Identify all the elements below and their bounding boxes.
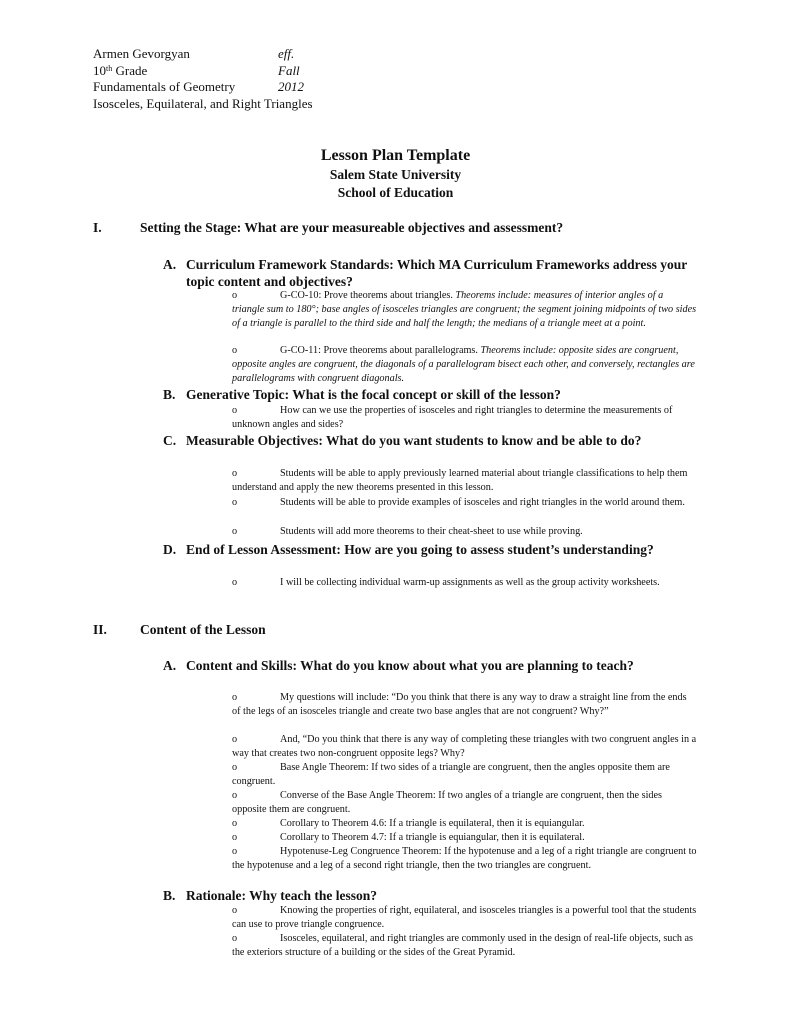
course-name: Fundamentals of Geometry <box>93 79 236 94</box>
section-title: Setting the Stage: What are your measureable objectives and assessment? <box>140 220 564 235</box>
list-item <box>232 831 697 845</box>
bullet-marker: o <box>232 692 238 703</box>
subsection-letter: C. <box>163 433 177 448</box>
effective-date: eff. Fall 2012 <box>278 46 304 94</box>
standard-detail-text: Theorems include: opposite sides are congruent, opposite angles are congruent, the diagonals of a parallelogram bisect each other, and conversely, rectangles are parallelograms with congruent diagonals. <box>232 345 695 384</box>
subsection-2b-heading <box>163 887 703 904</box>
bullet-marker: o <box>232 526 238 537</box>
list-item-text: Converse of the Base Angle Theorem: If two angles of a triangle are congruent, then the sides opposite them are congruent. <box>232 790 663 815</box>
list-item-text: Base Angle Theorem: If two sides of a triangle are congruent, then the angles opposite them are congruent. <box>232 762 670 787</box>
list-item-text: Students will be able to apply previously learned material about triangle classifications to help them understand and apply the new theorems presented in this lesson. <box>232 468 688 493</box>
subsection-letter: D. <box>163 542 177 557</box>
list-item-text: Students will be able to provide examples of isosceles and right triangles in the world around them. <box>280 497 685 508</box>
subsection-1a-heading <box>163 256 703 290</box>
title-block <box>0 146 791 201</box>
list-item <box>232 576 697 590</box>
bullet-marker: o <box>232 933 238 944</box>
lesson-topic: Isosceles, Equilateral, and Right Triangles <box>93 95 313 111</box>
bullet-marker: o <box>232 577 238 588</box>
list-item <box>232 344 697 386</box>
subsection-title: End of Lesson Assessment: How are you going to assess student’s understanding? <box>186 542 654 557</box>
list-item <box>232 691 697 719</box>
standard-code-text: G-CO-11: Prove theorems about parallelograms. <box>280 345 481 356</box>
list-item <box>232 496 697 510</box>
subsection-letter: A. <box>163 658 177 673</box>
bullet-marker: o <box>232 345 238 356</box>
bullet-marker: o <box>232 818 238 829</box>
school-name: School of Education <box>337 184 454 200</box>
subsection-1b-heading <box>163 386 703 403</box>
bullet-marker: o <box>232 790 238 801</box>
university-name: Salem State University <box>329 167 462 182</box>
subsection-title: Rationale: Why teach the lesson? <box>186 888 377 903</box>
document-header <box>93 46 313 112</box>
subsection-1c-heading <box>163 432 703 449</box>
subsection-title: Curriculum Framework Standards: Which MA Curriculum Frameworks address your topic content and objectives? <box>186 257 687 289</box>
bullet-marker: o <box>232 846 238 857</box>
list-item <box>232 467 697 495</box>
bullet-marker: o <box>232 290 238 301</box>
grade-word: Grade <box>112 62 148 78</box>
grade-number: 10 <box>93 62 106 78</box>
list-item-text: Knowing the properties of right, equilateral, and isosceles triangles is a powerful tool that the students can use to prove triangle congruence. <box>232 905 697 930</box>
list-item <box>232 525 697 539</box>
grade-suffix: th <box>106 63 113 73</box>
bullet-marker: o <box>232 405 238 416</box>
subsection-letter: B. <box>163 888 176 903</box>
list-item <box>232 845 697 873</box>
list-item <box>232 289 697 331</box>
section-title: Content of the Lesson <box>140 622 266 637</box>
section-number: I. <box>93 220 102 235</box>
list-item-text: Corollary to Theorem 4.6: If a triangle is equilateral, then it is equiangular. <box>280 818 585 829</box>
list-item <box>232 733 697 761</box>
standard-code-text: G-CO-10: Prove theorems about triangles. <box>280 290 456 301</box>
author-name: Armen Gevorgyan <box>93 46 190 61</box>
subsection-letter: B. <box>163 387 176 402</box>
section-number: II. <box>93 622 107 637</box>
bullet-marker: o <box>232 832 238 843</box>
list-item-text: Isosceles, equilateral, and right triangles are commonly used in the design of real-life objects, such as the exteriors structure of a building or the sides of the Great Pyramid. <box>232 933 694 958</box>
subsection-2a-heading <box>163 657 703 674</box>
subsection-1d-heading <box>163 541 703 558</box>
list-item <box>232 761 697 789</box>
list-item <box>232 932 697 960</box>
bullet-marker: o <box>232 905 238 916</box>
page-title: Lesson Plan Template <box>320 147 471 164</box>
list-item-text: Corollary to Theorem 4.7: If a triangle is equiangular, then it is equilateral. <box>280 832 585 843</box>
list-item-text: And, “Do you think that there is any way of completing these triangles with two congruent angles in a way that creates two non-congruent opposite legs? Why? <box>232 734 697 759</box>
list-item-text: How can we use the properties of isosceles and right triangles to determine the measurements of unknown angles and sides? <box>232 405 673 430</box>
subsection-title: Generative Topic: What is the focal concept or skill of the lesson? <box>186 387 561 402</box>
list-item-text: I will be collecting individual warm-up assignments as well as the group activity worksheets. <box>280 577 660 588</box>
subsection-title: Content and Skills: What do you know about what you are planning to teach? <box>186 658 634 673</box>
bullet-marker: o <box>232 762 238 773</box>
bullet-marker: o <box>232 734 238 745</box>
list-item <box>232 404 697 432</box>
list-item-text: Students will add more theorems to their cheat-sheet to use while proving. <box>280 526 583 537</box>
subsection-letter: A. <box>163 257 177 272</box>
subsection-title: Measurable Objectives: What do you want students to know and be able to do? <box>186 433 642 448</box>
list-item-text: Hypotenuse-Leg Congruence Theorem: If the hypotenuse and a leg of a right triangle are congruent to the hypotenuse and a leg of a second right triangle, then the two triangles are congruent. <box>232 846 697 871</box>
list-item <box>232 904 697 932</box>
list-item <box>232 789 697 817</box>
list-item-text: My questions will include: “Do you think that there is any way to draw a straight line from the ends of the legs of an isosceles triangle and create two base angles that are not congruent? Why?” <box>232 692 687 717</box>
standard-detail-text: Theorems include: measures of interior angles of a triangle sum to 180°; base angles of isosceles triangles are congruent; the segment joining midpoints of two sides of a triangle is parallel to the third side and half the length; the medians of a triangle meet at a point. <box>232 290 697 329</box>
bullet-marker: o <box>232 497 238 508</box>
bullet-marker: o <box>232 468 238 479</box>
list-item <box>232 817 697 831</box>
